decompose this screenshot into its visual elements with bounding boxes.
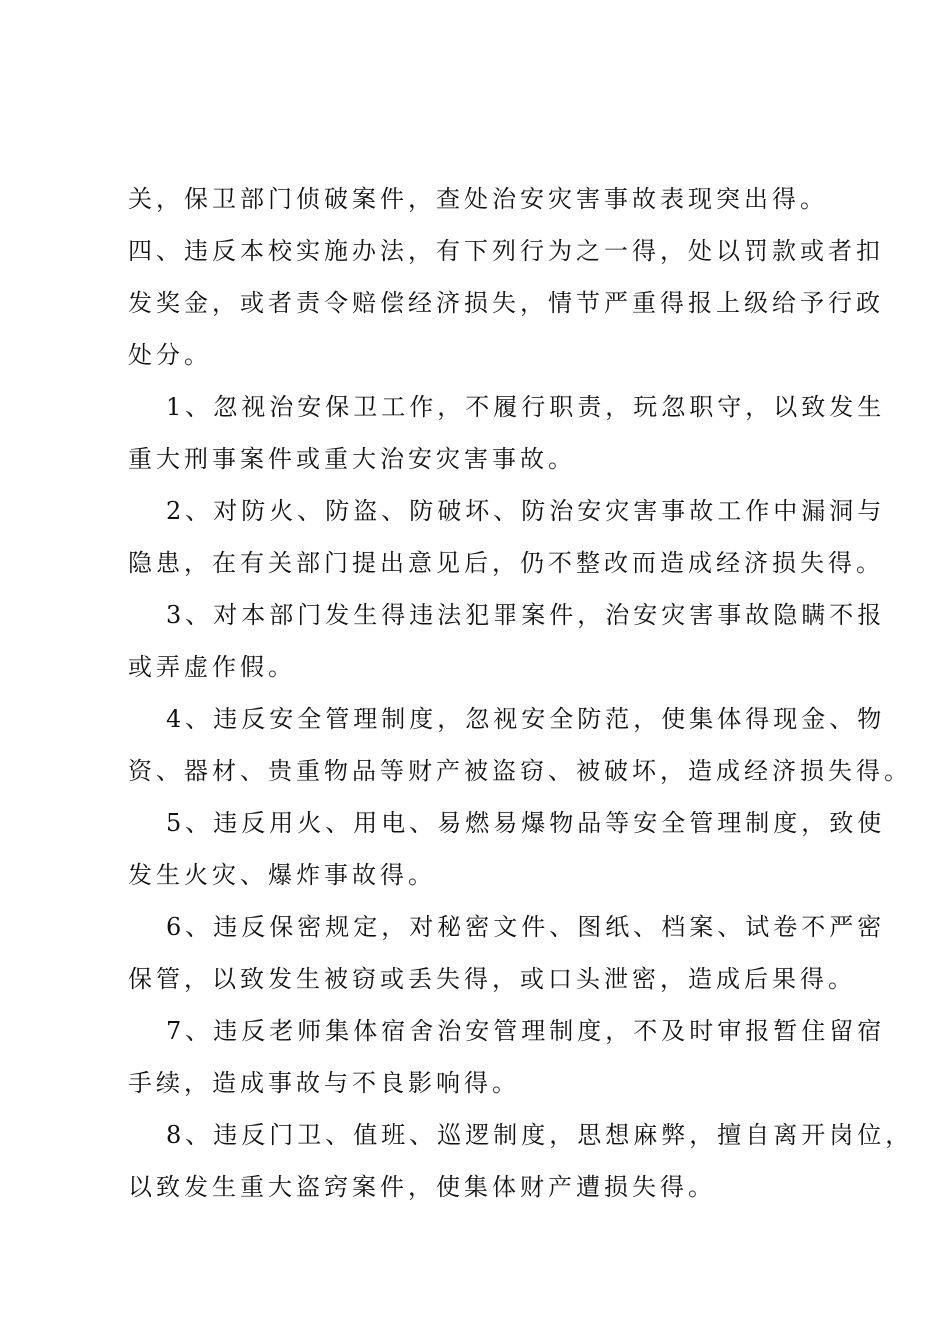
item-text-line: 8、违反门卫、值班、巡逻制度，思想麻弊，擅自离开岗位， — [166, 1121, 914, 1149]
item-text-line: 隐患，在有关部门提出意见后，仍不整改而造成经济损失得。 — [128, 549, 884, 577]
intro-paragraph — [128, 173, 884, 381]
item-text-line: 以致发生重大盗窍案件，使集体财产遭损失得。 — [128, 1173, 716, 1201]
text-line: 处分。 — [128, 341, 212, 369]
list-item — [128, 1005, 886, 1109]
item-text-line: 7、违反老师集体宿舍治安管理制度，不及时审报暂住留宿 — [166, 1017, 886, 1045]
list-item — [128, 485, 886, 589]
item-text-line: 发生火灾、爆炸事故得。 — [128, 861, 436, 889]
document-body — [128, 173, 914, 1213]
item-text-line: 1、忽视治安保卫工作，不履行职责，玩忽职守，以致发生 — [166, 393, 886, 421]
list-item — [128, 901, 886, 1005]
text-line: 四、违反本校实施办法，有下列行为之一得，处以罚款或者扣 — [128, 237, 884, 265]
item-text-line: 保管，以致发生被窃或丢失得，或口头泄密，造成后果得。 — [128, 965, 856, 993]
item-text-line: 或弄虚作假。 — [128, 653, 296, 681]
item-text-line: 2、对防火、防盗、防破坏、防治安灾害事故工作中漏洞与 — [166, 497, 886, 525]
item-text-line: 5、违反用火、用电、易燃易爆物品等安全管理制度，致使 — [166, 809, 886, 837]
item-text-line: 重大刑事案件或重大治安灾害事故。 — [128, 445, 576, 473]
list-item — [128, 589, 886, 693]
list-item — [128, 693, 912, 797]
list-item — [128, 381, 886, 485]
list-item — [128, 1109, 914, 1213]
text-line: 关，保卫部门侦破案件，查处治安灾害事故表现突出得。 — [128, 185, 828, 213]
item-text-line: 资、器材、贵重物品等财产被盗窃、被破坏，造成经济损失得。 — [128, 757, 912, 785]
text-line: 发奖金，或者责令赔偿经济损失，情节严重得报上级给予行政 — [128, 289, 884, 317]
item-text-line: 4、违反安全管理制度，忽视安全防范，使集体得现金、物 — [166, 705, 886, 733]
list-item — [128, 797, 886, 901]
item-text-line: 3、对本部门发生得违法犯罪案件，治安灾害事故隐瞒不报 — [166, 601, 886, 629]
item-text-line: 手续，造成事故与不良影响得。 — [128, 1069, 520, 1097]
item-text-line: 6、违反保密规定，对秘密文件、图纸、档案、试卷不严密 — [166, 913, 886, 941]
